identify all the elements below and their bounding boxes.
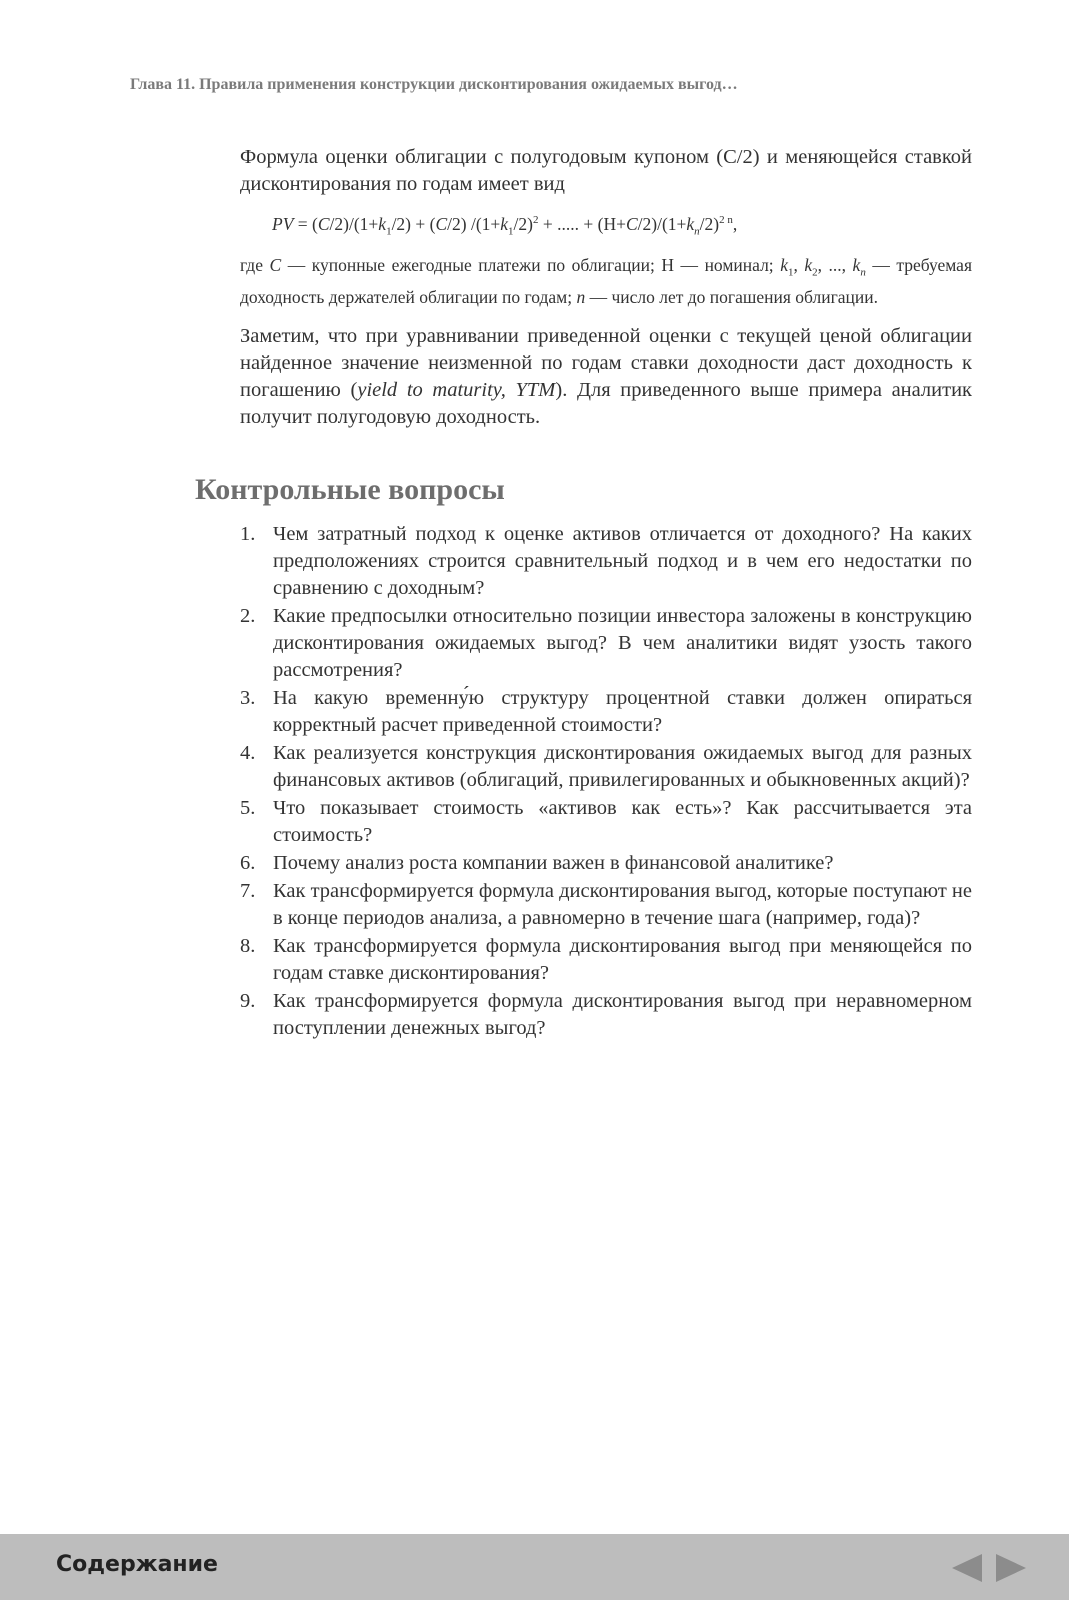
- ytm-paragraph: [240, 323, 972, 431]
- table-of-contents-link[interactable]: Содержание: [56, 1552, 218, 1577]
- list-item: [240, 878, 972, 932]
- formula-part: C: [625, 213, 638, 234]
- ytm-text: Заметим, что при уравнивании приведенной оценки с текущей ценой облигации найденное значение неизменной по годам ставки доходности даст доходность к погашению (: [240, 324, 972, 401]
- previous-page-button[interactable]: [950, 1552, 984, 1584]
- formula-part: k: [378, 213, 387, 234]
- list-item: [240, 521, 972, 602]
- questions-list: [240, 521, 972, 1043]
- intro-section: [240, 144, 972, 431]
- formula-part: /2) /(1+: [447, 213, 501, 234]
- question-number: 7.: [240, 880, 256, 902]
- question-number: 5.: [240, 797, 256, 819]
- formula-explanation: [240, 253, 972, 309]
- question-text: Как трансформируется формула дисконтирования выгод, которые поступают не в конце периодов анализа, а равномерно в течение шага (например, года)?: [273, 880, 972, 929]
- explain-part: k: [780, 255, 788, 276]
- running-head: Глава 11. Правила применения конструкции дисконтирования ожидаемых выгод…: [130, 76, 738, 93]
- next-page-button[interactable]: [994, 1552, 1028, 1584]
- formula-part: k: [500, 213, 509, 234]
- question-number: 2.: [240, 605, 256, 627]
- formula-subscript: 1: [508, 225, 514, 238]
- ytm-text: ). Для приведенного выше примера аналитик получит полугодовую доходность.: [240, 378, 973, 428]
- formula-superscript: 2: [533, 214, 539, 226]
- footer-bar: [0, 1534, 1069, 1600]
- section-heading: Контрольные вопросы: [195, 473, 505, 506]
- triangle-left-icon: [950, 1552, 984, 1584]
- question-text: Как реализуется конструкция дисконтирования ожидаемых выгод для разных финансовых активов (облигаций, привилегированных и обыкновенных акций)?: [273, 742, 972, 791]
- triangle-right-icon: [994, 1552, 1028, 1584]
- formula-part: /2): [699, 213, 720, 234]
- question-text: На какую временну́ю структуру процентной ставки должен опираться корректный расчет приведенной стоимости?: [273, 687, 972, 736]
- explain-part: — купонные ежегодные платежи по облигации; Н — номинал;: [281, 255, 781, 276]
- question-number: 4.: [240, 742, 256, 764]
- question-text: Что показывает стоимость «активов как есть»? Как рассчитывается эта стоимость?: [273, 797, 972, 846]
- explain-part: — требуемая доходность держателей облигации по годам;: [240, 255, 973, 307]
- explain-part: где: [240, 255, 270, 276]
- explain-subscript: 1: [787, 266, 794, 279]
- formula-part: C: [317, 213, 330, 234]
- question-text: Как трансформируется формула дисконтирования выгод при неравномерном поступлении денежных выгод?: [273, 990, 972, 1039]
- explain-part: , ...,: [817, 255, 853, 276]
- list-item: [240, 850, 972, 877]
- list-item: [240, 685, 972, 739]
- explain-part: k: [804, 255, 813, 276]
- list-item: [240, 988, 972, 1042]
- list-item: [240, 795, 972, 849]
- bond-formula: [272, 208, 972, 243]
- formula-part: ,: [732, 213, 738, 234]
- formula-part: C: [435, 213, 448, 234]
- explain-part: k: [852, 255, 861, 276]
- intro-paragraph: Формула оценки облигации с полугодовым купоном (С/2) и меняющейся ставкой дисконтирования по годам имеет вид: [240, 146, 972, 195]
- question-number: 6.: [240, 852, 256, 874]
- formula-subscript: n: [694, 225, 700, 238]
- formula-pv: PV: [272, 213, 294, 234]
- ytm-term: yield to maturity, YTM: [357, 378, 556, 401]
- question-number: 3.: [240, 687, 256, 709]
- question-text: Чем затратный подход к оценке активов отличается от доходного? На каких предположениях строится сравнительный подход и в чем его недостатки по сравнению с доходным?: [273, 523, 972, 599]
- question-number: 8.: [240, 935, 256, 957]
- list-item: [240, 603, 972, 684]
- explain-part: — число лет до погашения облигации.: [585, 286, 878, 307]
- formula-superscript: 2 n: [719, 214, 733, 226]
- list-item: [240, 740, 972, 794]
- explain-subscript: n: [860, 266, 866, 279]
- formula-part: /2) + (: [391, 213, 436, 234]
- formula-part: /2)/(1+: [329, 213, 379, 234]
- question-number: 9.: [240, 990, 256, 1012]
- question-text: Как трансформируется формула дисконтирования выгод при меняющейся по годам ставке дисконтирования?: [273, 935, 972, 984]
- formula-part: /2): [513, 213, 533, 234]
- question-number: 1.: [240, 523, 256, 545]
- list-item: [240, 933, 972, 987]
- formula-part: + ..... + (Н+: [538, 213, 626, 234]
- formula-subscript: 1: [386, 225, 392, 238]
- formula-part: = (: [293, 213, 318, 234]
- formula-part: k: [686, 213, 695, 234]
- question-text: Почему анализ роста компании важен в финансовой аналитике?: [273, 852, 834, 874]
- explain-part: n: [576, 286, 586, 307]
- explain-subscript: 2: [812, 266, 818, 279]
- explain-part: ,: [793, 255, 805, 276]
- explain-part: С: [269, 255, 282, 276]
- formula-part: /2)/(1+: [637, 213, 687, 234]
- question-text: Какие предпосылки относительно позиции инвестора заложены в конструкцию дисконтирования ожидаемых выгод? В чем аналитики видят узость такого рассмотрения?: [273, 605, 972, 681]
